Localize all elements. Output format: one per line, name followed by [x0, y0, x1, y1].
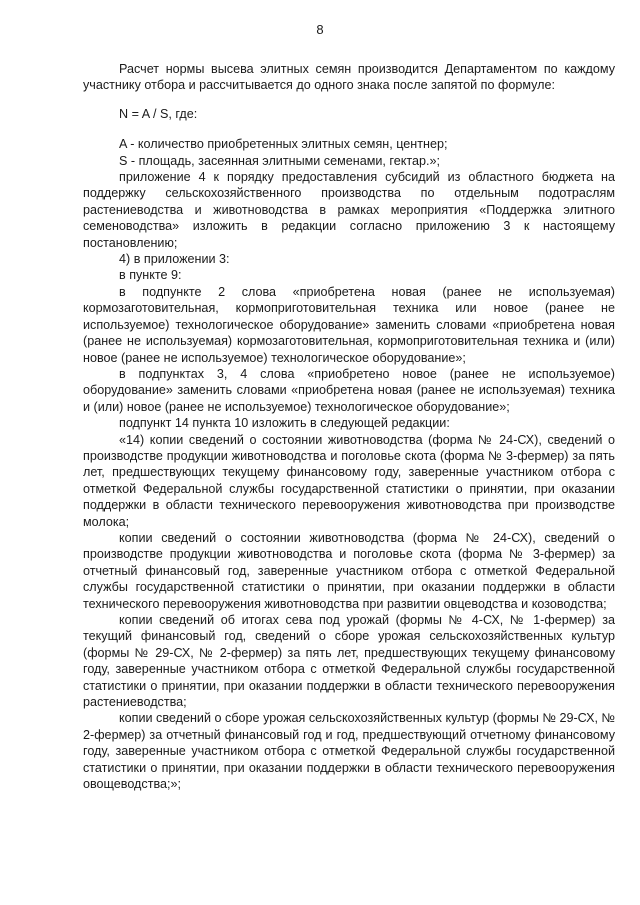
paragraph-subpoint-2: в подпункте 2 слова «приобретена новая (ранее не используемая) кормозаготовительная, кормоприготовительная техника или новое (ранее не используемое) технологическое оборудование» заменить словами «приобретена новая (ранее не используемая) кормозаготовительная, кормоприготовительная техника и (или) новое (ранее не используемое) технологическое оборудование»; — [83, 284, 615, 365]
paragraph-subpoint-14: подпункт 14 пункта 10 изложить в следующей редакции: — [119, 416, 450, 431]
paragraph-subpoints-3-4: в подпунктах 3, 4 слова «приобретено новое (ранее не используемое) оборудование» заменить словами «приобретена новая (ранее не используемая) техника и (или) новое (ранее не используемое) технологическое оборудование»; — [83, 366, 615, 414]
paragraph-point-9: в пункте 9: — [119, 268, 182, 283]
paragraph-copies-crop-harvest: копии сведений о сборе урожая сельскохозяйственных культур (формы № 29-СХ, № 2-фермер) за отчетный финансовый год и год, предшествующий отчетному финансовому году, заверенные участником отбора с отметкой Федеральной службы государственной статистики о принятии, при оказании поддержки в области технического перевооружения овощеводства;»; — [83, 711, 615, 792]
paragraph-appendix-4: приложение 4 к порядку предоставления субсидий из областного бюджета на поддержку сельскохозяйственного производства по отдельным подотраслям растениеводства и животноводства в рамках мероприятия «Поддержка элитного семеноводства» изложить в редакции согласно приложению 3 к настоящему постановлению; — [83, 170, 615, 250]
document-body — [83, 61, 615, 792]
page-number: 8 — [316, 22, 324, 37]
paragraph-copies-livestock-sheep: копии сведений о состоянии животноводства (форма № 24-СХ), сведений о производстве продукции животноводства и поголовье скота (форма № 3-фермер) за отчетный финансовый год, заверенные участником отбора с отметкой Федеральной службы государственной статистики о принятии, при оказании поддержки в области технического перевооружения животноводства при развитии овцеводства и козоводства; — [83, 530, 615, 611]
paragraph-formula-intro: Расчет нормы высева элитных семян производится Департаментом по каждому участнику отбора и рассчитывается до одного знака после запятой по формуле: — [83, 62, 615, 93]
paragraph-formula-s: S - площадь, засеянная элитными семенами, гектар.»; — [119, 153, 441, 168]
paragraph-item-4: 4) в приложении 3: — [119, 252, 230, 267]
paragraph-copies-livestock-milk: «14) копии сведений о состоянии животноводства (форма № 24-СХ), сведений о производстве продукции животноводства и поголовье скота (форма № 3-фермер) за пять лет, предшествующих текущему финансовому году, заверенные участником отбора с отметкой Федеральной службы государственной статистики о принятии, при оказании поддержки в области технического перевооружения животноводства при производстве молока; — [83, 432, 615, 529]
paragraph-formula-a: A - количество приобретенных элитных семян, центнер; — [119, 137, 448, 152]
paragraph-formula: N = A / S, где: — [119, 106, 198, 121]
paragraph-copies-crop-sowing: копии сведений об итогах сева под урожай (формы № 4-СХ, № 1-фермер) за текущий финансовый год, сведений о сборе урожая сельскохозяйственных культур (формы № 29-СХ, № 2-фермер) за пять лет, предшествующих текущему финансовому году, заверенные участником отбора с отметкой Федеральной службы государственной статистики о принятии, при оказании поддержки в области технического перевооружения растениеводства; — [83, 613, 615, 710]
